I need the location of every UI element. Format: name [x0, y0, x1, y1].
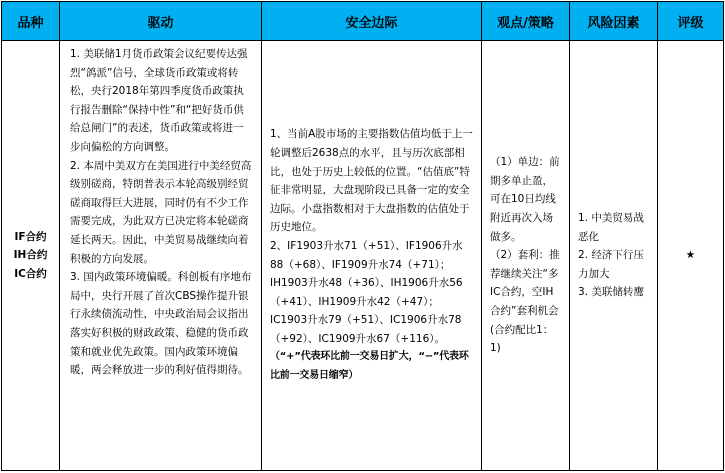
driver-point-3: 3. 国内政策环境偏暖。科创板有序地布局中，央行开展了首次CBS操作提升银行永续债流动性，中央政治局会议指出落实好积极的财政政策、稳健的货币政策和就业优先政策。国内政策环境偏暖，两会释放进一步的利好值得期待。 [70, 271, 252, 377]
futures-strategy-table [1, 1, 724, 471]
header-driver: 驱动 [60, 2, 262, 41]
driver-cell [60, 41, 262, 471]
safety-cell [262, 41, 482, 471]
header-view: 观点/策略 [482, 2, 570, 41]
product-if: IF合约 [14, 230, 47, 243]
product-cell [2, 41, 60, 471]
risk-1: 1. 中美贸易战恶化 [578, 212, 644, 243]
view-single: （1）单边：前期多单止盈，可在10日均线附近再次入场做多。 [490, 156, 560, 243]
header-risk: 风险因素 [570, 2, 658, 41]
risk-cell [570, 41, 658, 471]
safety-point-2: 2、IF1903升水71（+51）、IF1906升水88（+68）、IF1909升水74（+71）；IH1903升水48（+36）、IH1906升水56（+41）、IH1909升水42（+47）；IC1903升水79（+51）、IC1906升水78（+92）、IC1909升水67（+116）。 [270, 239, 463, 345]
header-rating: 评级 [658, 2, 724, 41]
product-ic: IC合约 [14, 267, 47, 280]
rating-cell [658, 41, 724, 471]
safety-point-1: 1、当前A股市场的主要指数估值均低于上一轮调整后2638点的水平，且与历次底部相比，也处于历史上较低的位置。“估值底”特征非常明显，大盘现阶段已具备一定的安全边际。小盘指数相对于大盘指数的估值处于历史地位。 [270, 128, 473, 234]
header-row [2, 2, 724, 41]
safety-note: （“+”代表环比前一交易日扩大，“−”代表环比前一交易日缩窄） [270, 351, 469, 382]
rating-star-icon: ★ [685, 249, 696, 262]
product-ih: IH合约 [13, 249, 48, 262]
view-cell [482, 41, 570, 471]
header-safety: 安全边际 [262, 2, 482, 41]
view-arbitrage: （2）套利：推荐继续关注“多IC合约，空IH合约”套利机会(合约配比1：1) [490, 249, 560, 355]
risk-3: 3. 美联储转鹰 [578, 286, 644, 299]
header-product: 品种 [2, 2, 60, 41]
risk-2: 2. 经济下行压力加大 [578, 249, 644, 280]
table-row [2, 41, 724, 471]
driver-point-1: 1. 美联储1月货币政策会议纪要传达强烈“鸽派”信号，全球货币政策或将转松，央行2018年第四季度货币政策执行报告删除“保持中性”和“把好货币供给总闸门”的表述，货币政策或将进一步向偏松的方向调整。 [70, 48, 248, 153]
driver-point-2: 2. 本周中美双方在美国进行中美经贸高级别磋商，特朗普表示本轮高级别经贸磋商取得巨大进展，同时仍有不少工作需要完成，为此双方已决定将本轮磋商延长两天。因此，中美贸易战继续向着积极的方向发展。 [70, 159, 252, 265]
